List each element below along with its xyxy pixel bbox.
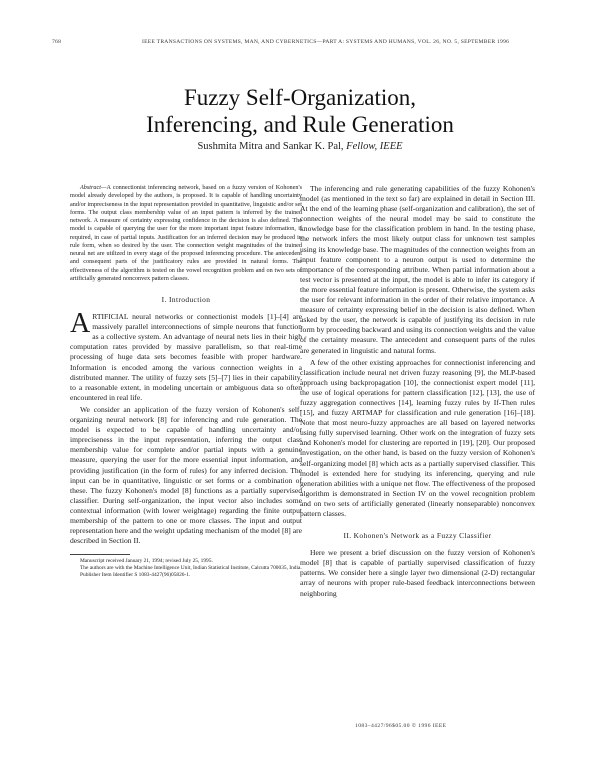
footnote-publisher-id: Publisher Item Identifier S 1083-4427(96)05826-1.: [80, 571, 191, 578]
abstract: [70, 184, 302, 283]
abstract-text: A connectionist inferencing network, based on a fuzzy version of Kohonen's model already developed by the authors, is proposed. It is capable of handling uncertainty and/or impreciseness in the input representation provided in quantitative, linguistic and/or set forms. The output class membership value of an input pattern is inferred by the trained network. A measure of certainty expressing confidence in the decision is also defined. The model is capable of querying the user for the more important input feature information, if required, in case of partial inputs. Justification for an inferred decision may be produced in rule form, when so desired by the user. The connection weight magnitudes of the trained neural net are utilized in every stage of the proposed inferencing procedure. The antecedent and consequent parts of the justificatory rules are provided in natural forms. The effectiveness of the algorithm is tested on the vowel recognition problem and on two sets of artificially generated nonconvex pattern classes.: [70, 184, 302, 282]
right-paragraph-3: Here we present a brief discussion on the fuzzy version of Kohonen's model [8] that is capable of partially supervised classification of fuzzy patterns. We consider here a single layer two dimensional (2-D) rectangular array of neurons with proper rule-based feedback interconnections between neighboring: [300, 548, 535, 598]
abstract-label: Abstract—: [80, 184, 107, 191]
journal-name: IEEE TRANSACTIONS ON SYSTEMS, MAN, AND CYBERNETICS—PART A: SYSTEMS AND HUMANS, VOL. 26, NO. 5, SEPTEMBER 1996: [142, 39, 510, 45]
right-column: [300, 184, 535, 599]
footnote-manuscript: Manuscript received January 21, 1994; revised July 25, 1995.: [80, 558, 213, 565]
intro-paragraph-1-text: RTIFICIAL neural networks or connectionist models [1]–[4] are massively parallel interconnections of simple neurons that function as a collective system. An advantage of neural nets lies in their high computation rates provided by massive parallelism, so that real-time processing of huge data sets becomes feasible with proper hardware. Information is encoded among the various connection weights in a distributed manner. The utility of fuzzy sets [5]–[7] lies in their capability, to a reasonable extent, in modeling uncertain or ambiguous data so often encountered in real life.: [70, 312, 302, 402]
intro-paragraph-1: [70, 308, 302, 403]
paper-title: [0, 84, 600, 138]
section-heading-introduction: I. Introduction: [161, 295, 211, 304]
intro-paragraph-2: We consider an application of the fuzzy version of Kohonen's self-organizing neural network [8] for inferencing and rule generation. The model is expected to be capable of handling uncertainty and/or impreciseness in the input representation, inferring the output class membership value for complete and/or partial inputs with a genuine measure, querying the user for the more essential input information, and providing justification (in the form of rules) for any inferred decision. The input can be in quantitative, linguistic or set forms or a combination of these. The fuzzy Kohonen's model [8] functions as a partially supervised classifier. During self-organization, the input vector also includes some contextual information (with lower weightage) regarding the finite output membership of the pattern to one or more classes. The input and output representation here and the weight updating mechanism of the model [8] are described in Section II.: [70, 404, 302, 546]
section-heading-kohonen: II. Kohonen's Network as a Fuzzy Classifier: [343, 531, 492, 541]
left-column: [70, 184, 302, 578]
drop-cap: A: [70, 308, 91, 340]
title-line-1: Fuzzy Self-Organization,: [183, 85, 417, 110]
right-paragraph-1: The inferencing and rule generating capabilities of the fuzzy Kohonen's model (as mentioned in the text so far) are explained in detail in Section III. At the end of the learning phase (self-organization and calibration), the set of connection weights of the neural model may be said to constitute the knowledge base for the classification problem in hand. In the testing phase, the network infers the most likely output class for unknown test samples using its knowledge base. The magnitudes of the connection weights from an input feature component to a neuron output is used to determine the importance of the corresponding attribute. When partial information about a test vector is presented at the input, the model is able to infer its category if the more essential feature information is present. Otherwise, the system asks the user for relevant information in the order of their relative importance. A measure of certainty expressing belief in the decision is also defined. When asked by the user, the network is capable of justifying its decision in rule form by proceeding backward and using its connection weights and the value of the certainty measure. The antecedent and consequent parts of the rules are generated in linguistic and natural forms.: [300, 184, 535, 355]
author-names: Sushmita Mitra and Sankar K. Pal,: [197, 141, 344, 152]
author-fellow: Fellow, IEEE: [346, 141, 403, 152]
footnote-affiliation: The authors are with the Machine Intelligence Unit, Indian Statistical Institute, Calcutta 700035, India.: [80, 564, 302, 571]
title-line-2: Inferencing, and Rule Generation: [146, 112, 454, 137]
page-number: 768: [52, 39, 62, 45]
right-paragraph-2: A few of the other existing approaches for connectionist inferencing and classification include neural net driven fuzzy reasoning [9], the MLP-based approach using backpropagation [10], the connectionist expert model [11], the use of logical operations for pattern classification [12], [13], the use of fuzzy aggregation connectives [14], learning fuzzy rules by If-Then rules [15], and fuzzy ARTMAP for classification and rule generation [16]–[18]. Note that most neuro-fuzzy approaches are all based on layered networks using fully supervised learning. Other work on the integration of fuzzy sets and Kohonen's model for clustering are reported in [19], [20]. Our proposed investigation, on the other hand, is based on the fuzzy version of Kohonen's self-organizing model [8] which acts as a partially supervised classifier. This model is extended here for studying its inferencing, querying and rule generation abilities with a unique net flow. The effectiveness of the proposed algorithm is demonstrated in Section IV on the vowel recognition problem and on two sets of artificially generated (linearly nonseparable) nonconvex pattern classes.: [300, 357, 535, 518]
copyright-code: 1083–4427/96$05.00 © 1996 IEEE: [355, 723, 447, 729]
author-line: [0, 141, 600, 152]
footnote-divider: [70, 554, 130, 555]
